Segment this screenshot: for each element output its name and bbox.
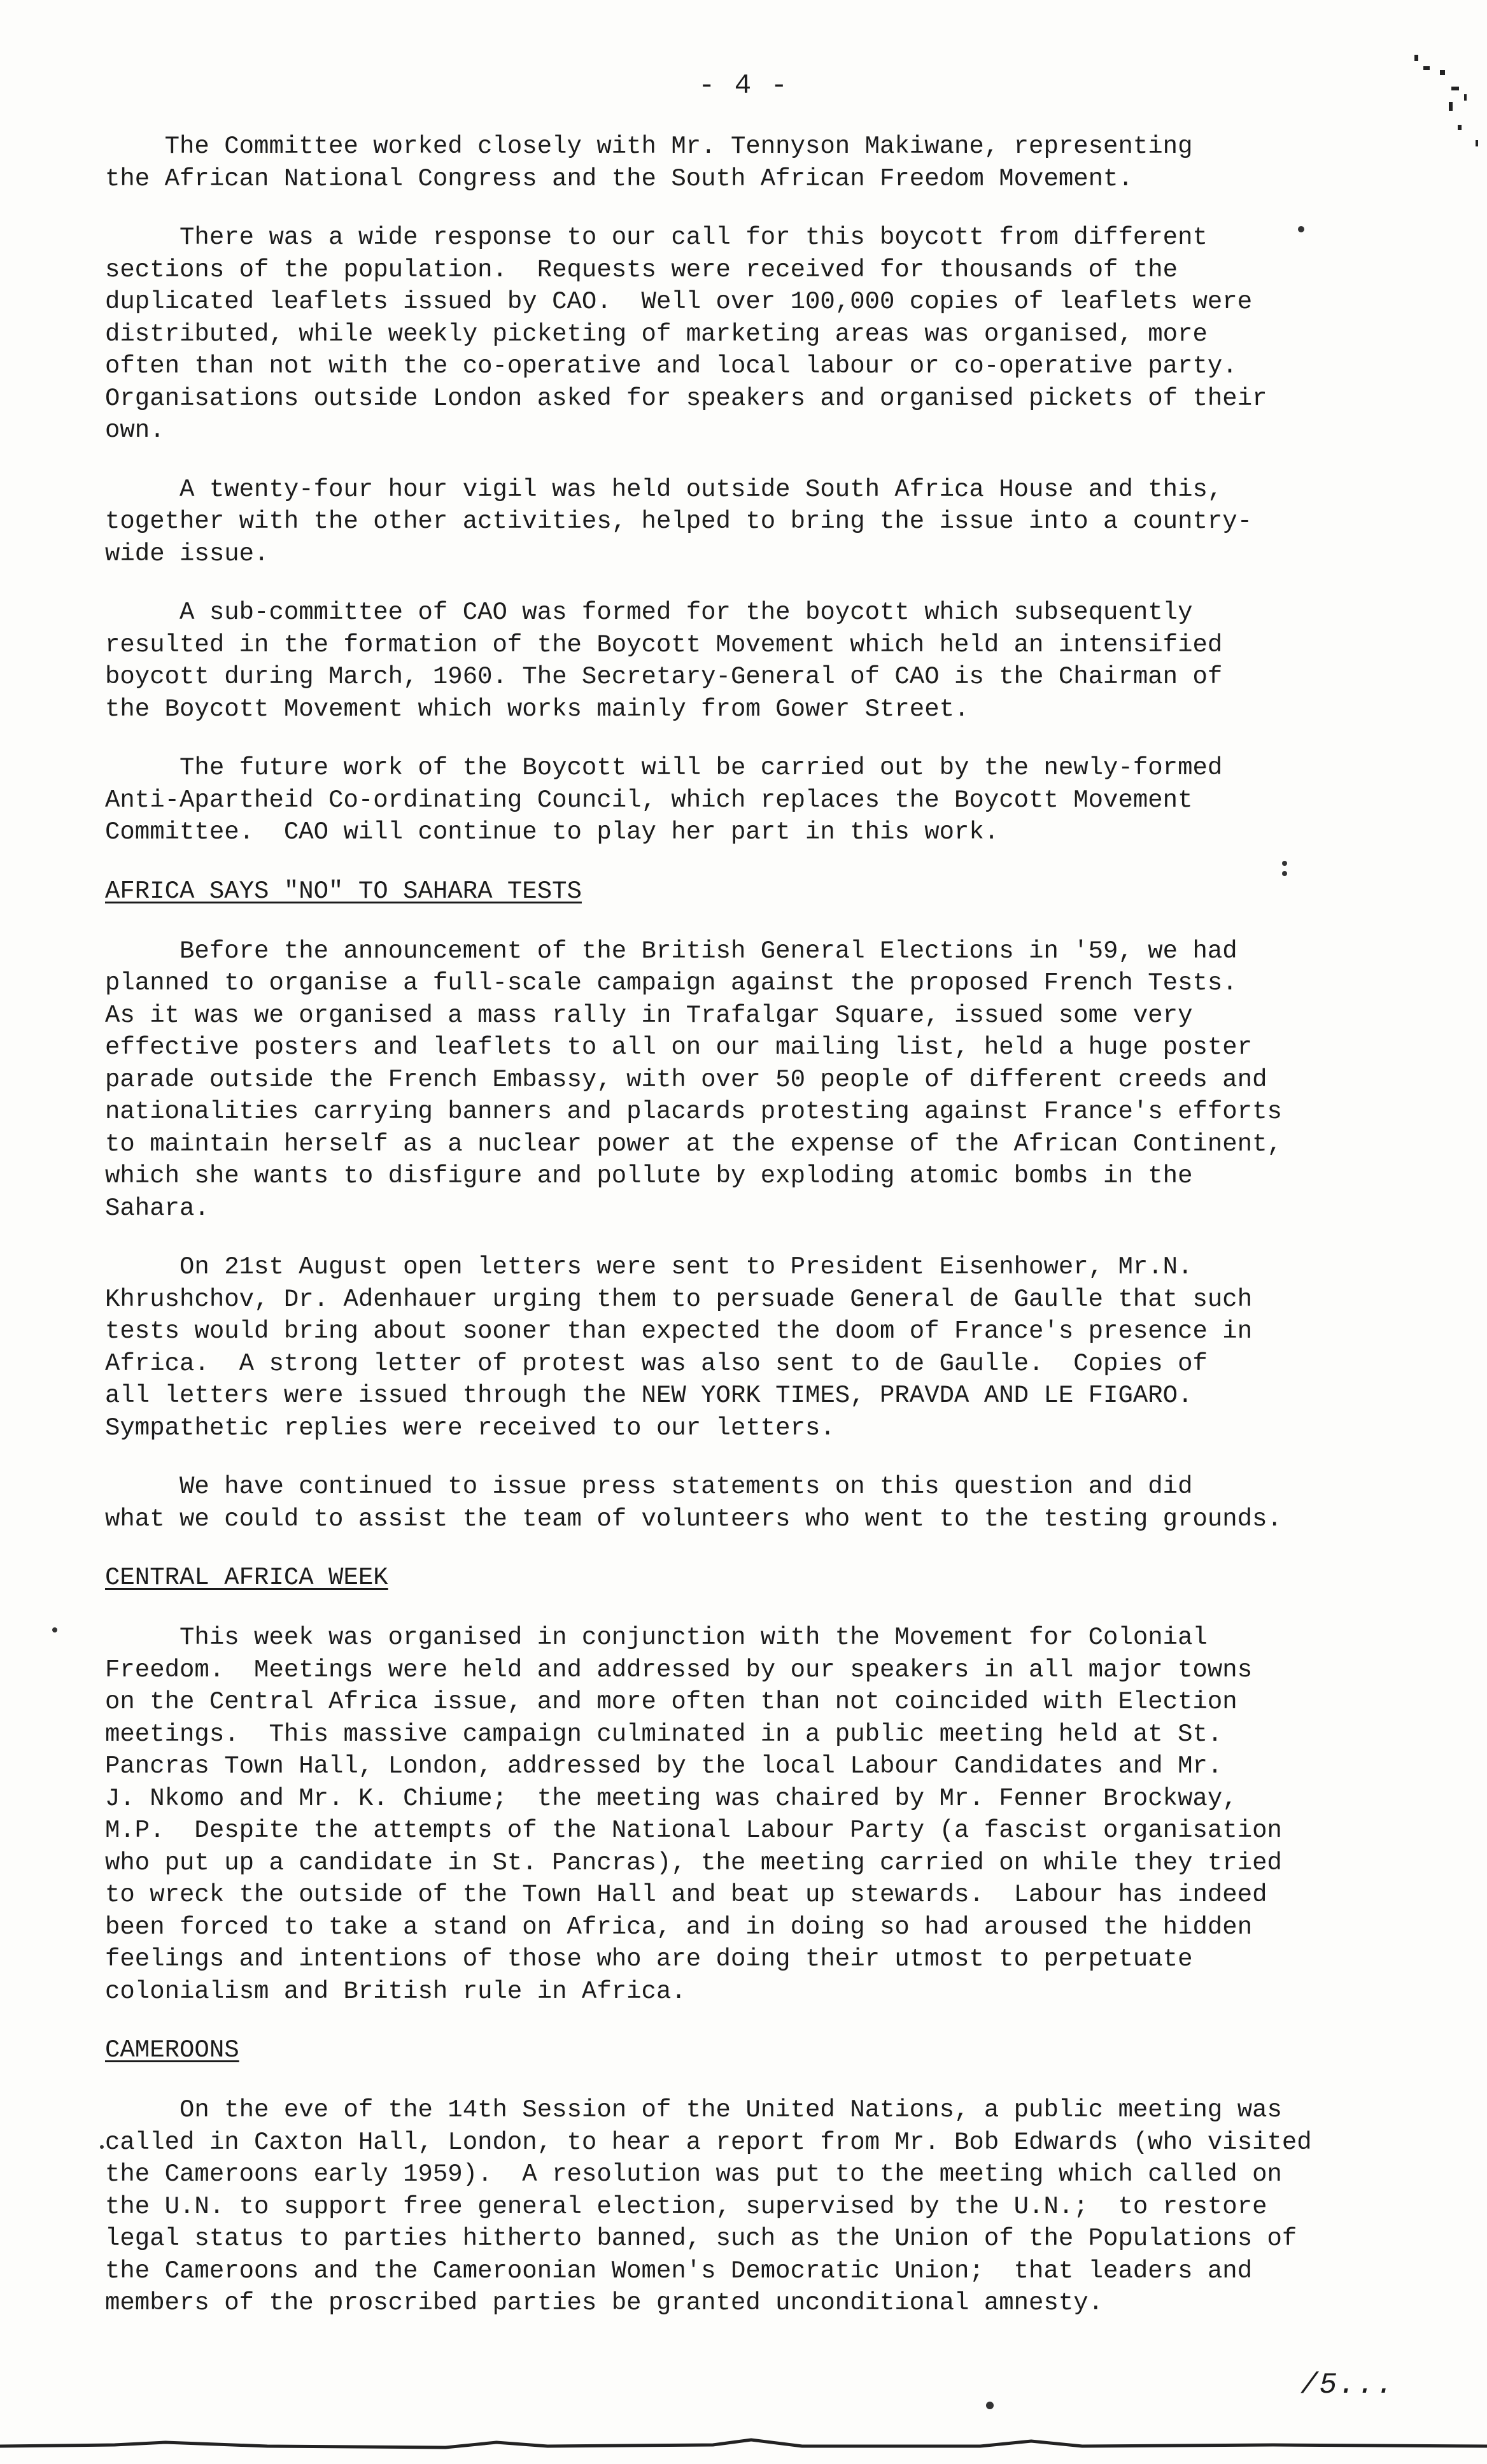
- bottom-edge-line: [0, 2440, 1487, 2447]
- section-heading-central-africa-week: CENTRAL AFRICA WEEK: [105, 1564, 388, 1592]
- paragraph-open-letters: On 21st August open letters were sent to President Eisenhower, Mr.N. Khrushchov, Dr. Adenhauer urging them to persuade General de Gaulle that such tests would bring about sooner than expected the doom of France's presence in Africa. A strong letter of protest was also sent to de Gaulle. Copies of all letters were issued through the NEW YORK TIMES, PRAVDA AND LE FIGARO. Sympathetic replies were received to our letters.: [105, 1253, 1253, 1442]
- paragraph-vigil: A twenty-four hour vigil was held outside South Africa House and this, together with the other activities, helped to bring the issue into a country- wide issue.: [105, 475, 1253, 568]
- continued-marker: /5...: [1300, 2368, 1395, 2402]
- paragraph-cameroons: On the eve of the 14th Session of the United Nations, a public meeting was called in Caxton Hall, London, to hear a report from Mr. Bob Edwards (who visited the Cameroons early 1959). A resolution was put to the meeting which called on the U.N. to support free general election, supervised by the U.N.; to restore legal status to parties hitherto banned, such as the Union of the Populations of the Cameroons and the Cameroonian Women's Democratic Union; that leaders and members of the proscribed parties be granted unconditional amnesty.: [105, 2096, 1312, 2317]
- paragraph-boycott-response: There was a wide response to our call for this boycott from different sections of the population. Requests were received for thousands of the duplicated leaflets issued by CAO. Well over 100,000 copies of leaflets were distributed, while weekly picketing of marketing areas was organised, more often than not with the co-operative and local labour or co-operative party. Organisations outside London asked for speakers and organised pickets of their own.: [105, 223, 1267, 444]
- section-heading-sahara-tests: AFRICA SAYS "NO" TO SAHARA TESTS: [105, 877, 582, 905]
- paragraph-press-statements: We have continued to issue press statements on this question and did what we could to assist the team of volunteers who went to the testing grounds.: [105, 1473, 1282, 1533]
- document-body: [105, 131, 1404, 2346]
- section-heading-cameroons: CAMEROONS: [105, 2036, 239, 2064]
- paragraph-makiwane: The Committee worked closely with Mr. Tennyson Makiwane, representing the African National Congress and the South African Freedom Movement.: [105, 132, 1193, 193]
- paragraph-future-work: The future work of the Boycott will be carried out by the newly-formed Anti-Apartheid Co-ordinating Council, which replaces the Boycott Movement Committee. CAO will continue to play her part in this work.: [105, 754, 1223, 846]
- paragraph-central-africa-week: This week was organised in conjunction with the Movement for Colonial Freedom. Meetings were held and addressed by our speakers in all major towns on the Central Africa issue, and more often than not coincided with Election meetings. This massive campaign culminated in a public meeting held at St. Pancras Town Hall, London, addressed by the local Labour Candidates and Mr. J. Nkomo and Mr. K. Chiume; the meeting was chaired by Mr. Fenner Brockway, M.P. Despite the attempts of the National Labour Party (a fascist organisation who put up a candidate in St. Pancras), the meeting carried on while they tried to wreck the outside of the Town Hall and beat up stewards. Labour has indeed been forced to take a stand on Africa, and in doing so had aroused the hidden feelings and intentions of those who are doing their utmost to perpetuate colonialism and British rule in Africa.: [105, 1624, 1282, 2006]
- paragraph-sub-committee: A sub-committee of CAO was formed for the boycott which subsequently resulted in the formation of the Boycott Movement which held an intensified boycott during March, 1960. The Secretary-General of CAO is the Chairman of the Boycott Movement which works mainly from Gower Street.: [105, 598, 1223, 723]
- paragraph-french-tests: Before the announcement of the British General Elections in '59, we had planned to organise a full-scale campaign against the proposed French Tests. As it was we organised a mass rally in Trafalgar Square, issued some very effective posters and leaflets to all on our mailing list, held a huge poster parade outside the French Embassy, with over 50 people of different creeds and nationalities carrying banners and placards protesting against France's efforts to maintain herself as a nuclear power at the expense of the African Continent, which she wants to disfigure and pollute by exploding atomic bombs in the Sahara.: [105, 937, 1282, 1222]
- page-number: - 4 -: [698, 70, 789, 102]
